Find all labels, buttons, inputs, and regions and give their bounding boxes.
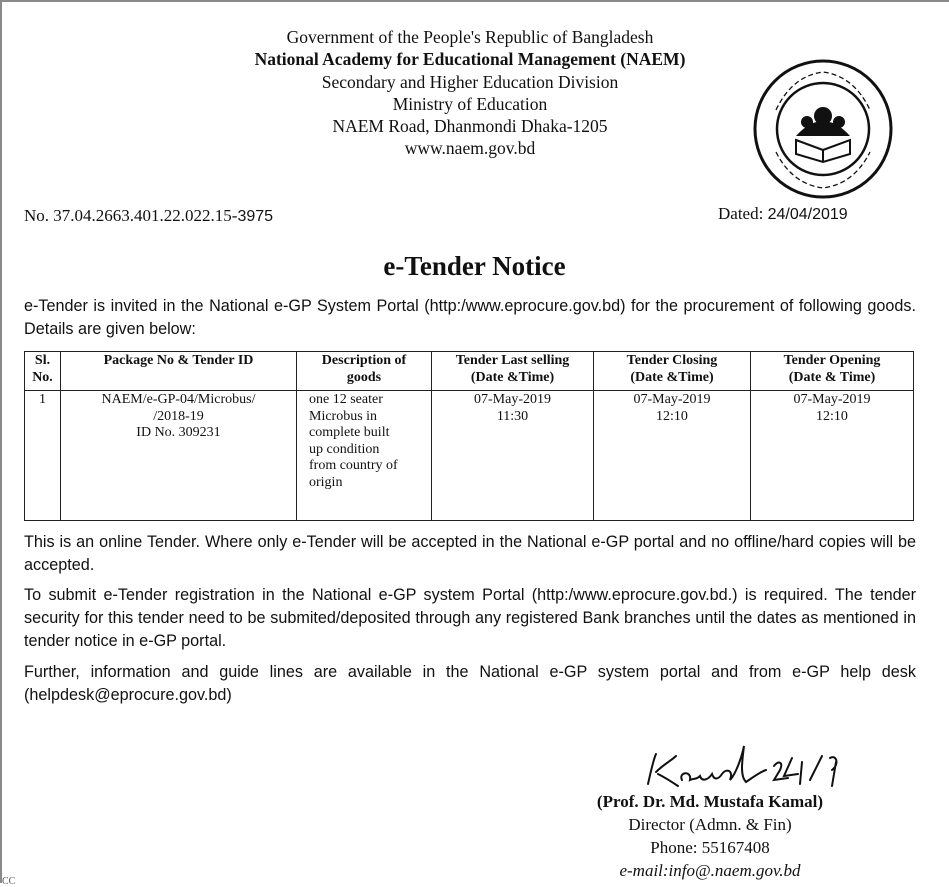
letterhead xyxy=(150,26,790,160)
cell-closing: 07-May-2019 12:10 xyxy=(594,391,751,521)
table-row xyxy=(25,391,914,521)
signatory-email: e-mail:info@.naem.gov.bd xyxy=(619,861,801,880)
tender-table xyxy=(24,351,914,521)
cell-last-selling: 07-May-2019 11:30 xyxy=(432,391,594,521)
cell-package: NAEM/e-GP-04/Microbus/ /2018-19 ID No. 309231 xyxy=(61,391,297,521)
website-line: www.naem.gov.bd xyxy=(404,138,536,159)
col-header-closing: Tender Closing (Date &Time) xyxy=(594,352,751,391)
col-header-opening: Tender Opening (Date & Time) xyxy=(751,352,914,391)
handwritten-signature xyxy=(642,736,862,798)
help-paragraph: Further, information and guide lines are available in the National e-GP system portal and from e-GP help desk (helpdesk@eprocure.gov.bd) xyxy=(24,663,916,704)
government-line: Government of the People's Republic of Bangladesh xyxy=(286,27,654,47)
cell-sl: 1 xyxy=(25,391,61,521)
organization-name: National Academy for Educational Management (NAEM) xyxy=(254,49,686,70)
reference-prefix: No. 37.04.2663.401.22.022.15- xyxy=(24,206,238,225)
ministry-line: Ministry of Education xyxy=(392,93,548,114)
col-header-sl: Sl. No. xyxy=(25,352,61,391)
reference-number xyxy=(24,206,273,226)
col-header-last-selling: Tender Last selling (Date &Time) xyxy=(432,352,594,391)
reference-suffix: 3975 xyxy=(237,208,274,225)
page-border-left xyxy=(0,0,2,883)
signatory-phone: Phone: 55167408 xyxy=(650,838,770,857)
registration-paragraph: To submit e-Tender registration in the National e-GP system Portal (http:/www.eprocure.gov.bd.) is required. The tender security for this tender need to be submited/deposited through any registered Bank branches until the dates as mentioned in tender notice in e-GP portal. xyxy=(24,586,916,650)
signatory-designation: Director (Admn. & Fin) xyxy=(628,815,792,834)
cell-opening: 07-May-2019 12:10 xyxy=(751,391,914,521)
table-header-row xyxy=(25,352,914,391)
division-line: Secondary and Higher Education Division xyxy=(321,71,619,92)
date-value: 24/04/2019 xyxy=(767,206,848,223)
online-tender-paragraph: This is an online Tender. Where only e-Tender will be accepted in the National e-GP portal and no offline/hard copies will be accepted. xyxy=(24,533,916,574)
naem-seal-logo xyxy=(752,58,894,200)
cell-description: one 12 seater Microbus in complete built up condition from country of origin xyxy=(297,391,432,521)
date-line xyxy=(718,204,848,224)
intro-paragraph: e-Tender is invited in the National e-GP System Portal (http:/www.eprocure.gov.bd) for the procurement of following goods. Details are given below: xyxy=(24,297,916,338)
col-header-package: Package No & Tender ID xyxy=(61,352,297,391)
col-header-description: Description of goods xyxy=(297,352,432,391)
date-label: Dated: xyxy=(718,204,764,223)
signature-block xyxy=(560,790,860,882)
signatory-name: (Prof. Dr. Md. Mustafa Kamal) xyxy=(596,792,824,811)
page-border-top xyxy=(0,0,949,2)
page-title: e-Tender Notice xyxy=(383,251,566,281)
cropped-edge-text: CC xyxy=(2,876,16,887)
address-line: NAEM Road, Dhanmondi Dhaka-1205 xyxy=(332,116,608,137)
